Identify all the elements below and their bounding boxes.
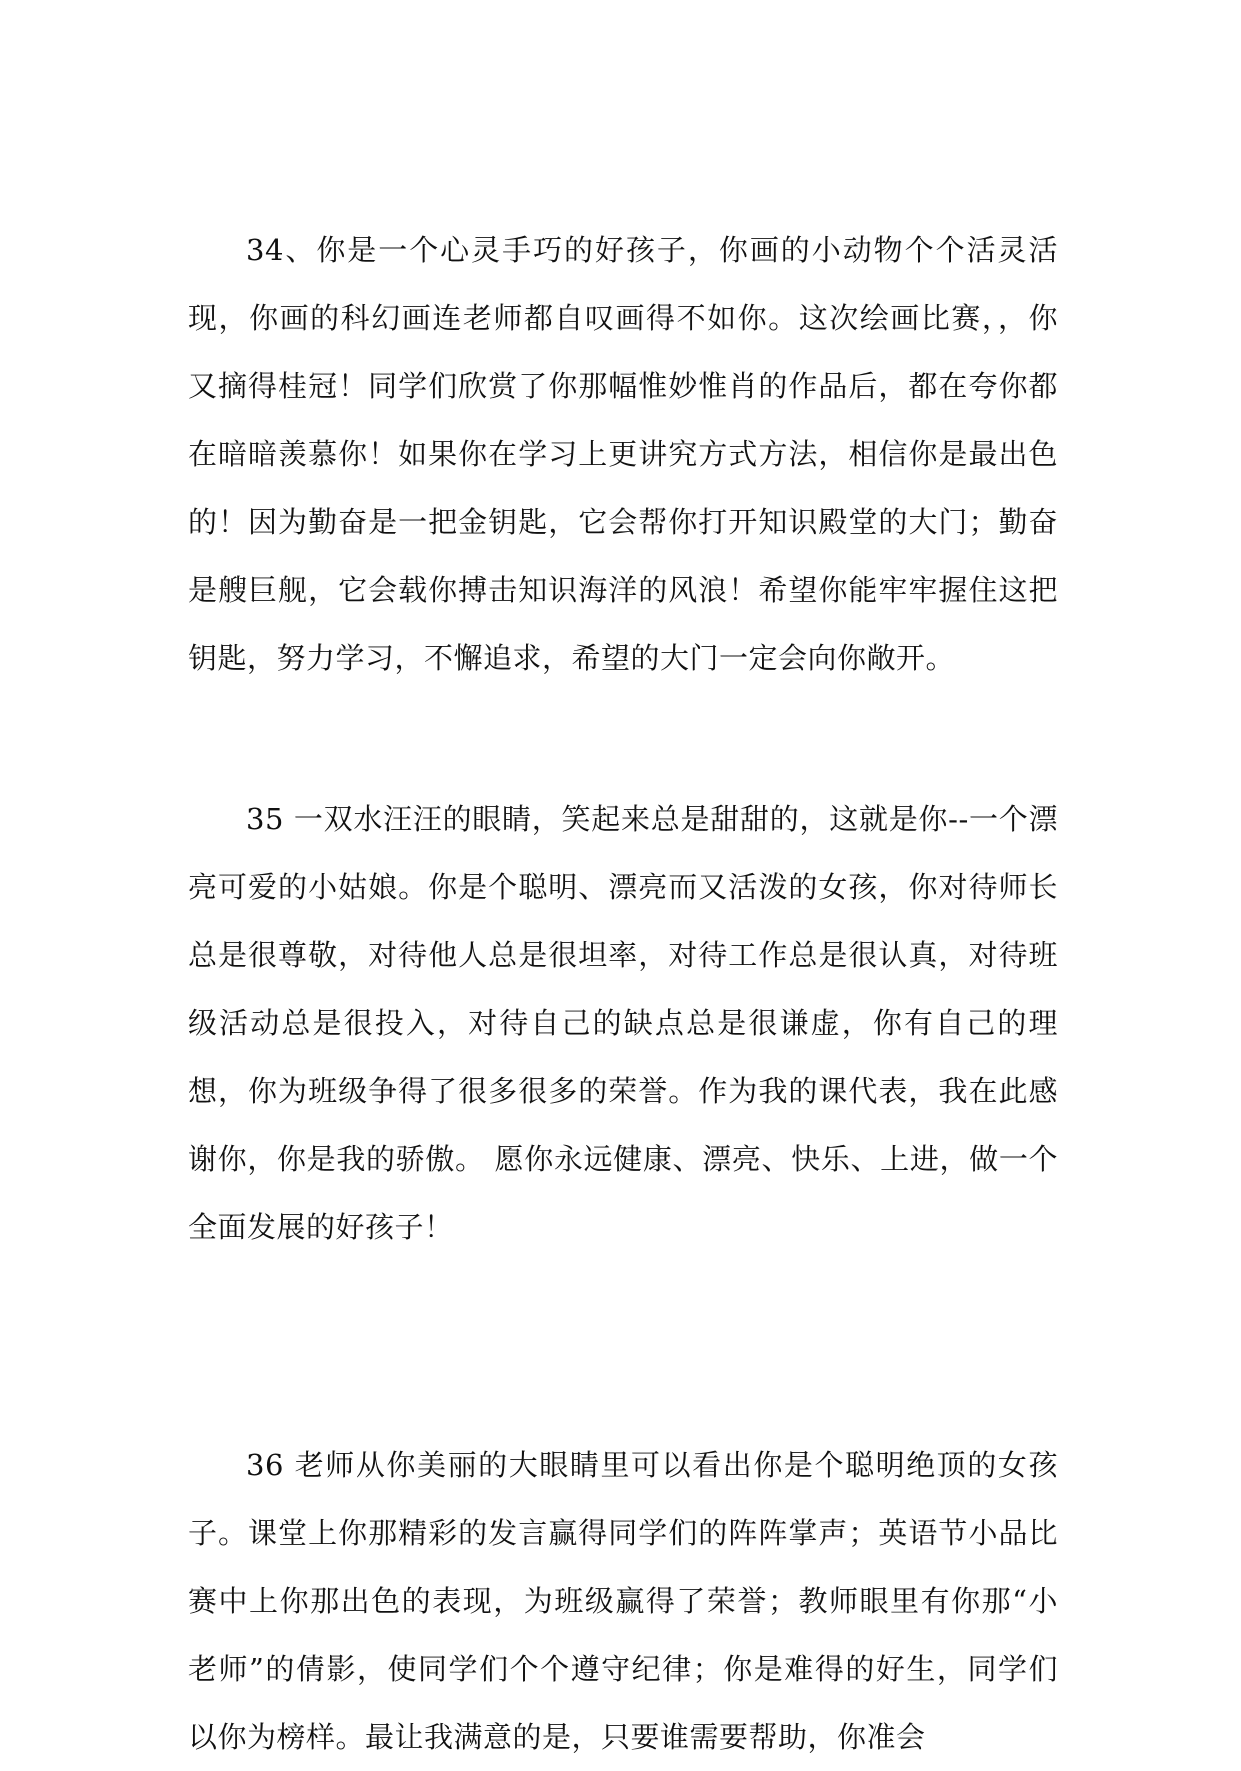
paragraph-34: 34、你是一个心灵手巧的好孩子，你画的小动物个个活灵活现，你画的科幻画连老师都自叹画得不如你。这次绘画比赛，，你又摘得桂冠！同学们欣赏了你那幅惟妙惟肖的作品后，都在夸你都在暗暗羡慕你！如果你在学习上更讲究方式方法，相信你是最出色的！因为勤奋是一把金钥匙，它会帮你打开知识殿堂的大门；勤奋是艘巨舰，它会载你搏击知识海洋的风浪！希望你能牢牢握住这把钥匙，努力学习，不懈追求，希望的大门一定会向你敞开。 xyxy=(188,233,1058,675)
paragraph-36: 36 老师从你美丽的大眼睛里可以看出你是个聪明绝顶的女孩子。课堂上你那精彩的发言赢得同学们的阵阵掌声；英语节小品比赛中上你那出色的表现，为班级赢得了荣誉；教师眼里有你那“小老师”的倩影，使同学们个个遵守纪律；你是难得的好生，同学们以你为榜样。最让我满意的是，只要谁需要帮助，你准会 xyxy=(188,1448,1058,1754)
paragraph-35: 35 一双水汪汪的眼睛，笑起来总是甜甜的，这就是你--一个漂亮可爱的小姑娘。你是个聪明、漂亮而又活泼的女孩，你对待师长总是很尊敬，对待他人总是很坦率，对待工作总是很认真，对待班级活动总是很投入，对待自己的缺点总是很谦虚，你有自己的理想，你为班级争得了很多很多的荣誉。作为我的课代表，我在此感谢你，你是我的骄傲。 愿你永远健康、漂亮、快乐、上进，做一个全面发展的好孩子！ xyxy=(188,802,1058,1244)
